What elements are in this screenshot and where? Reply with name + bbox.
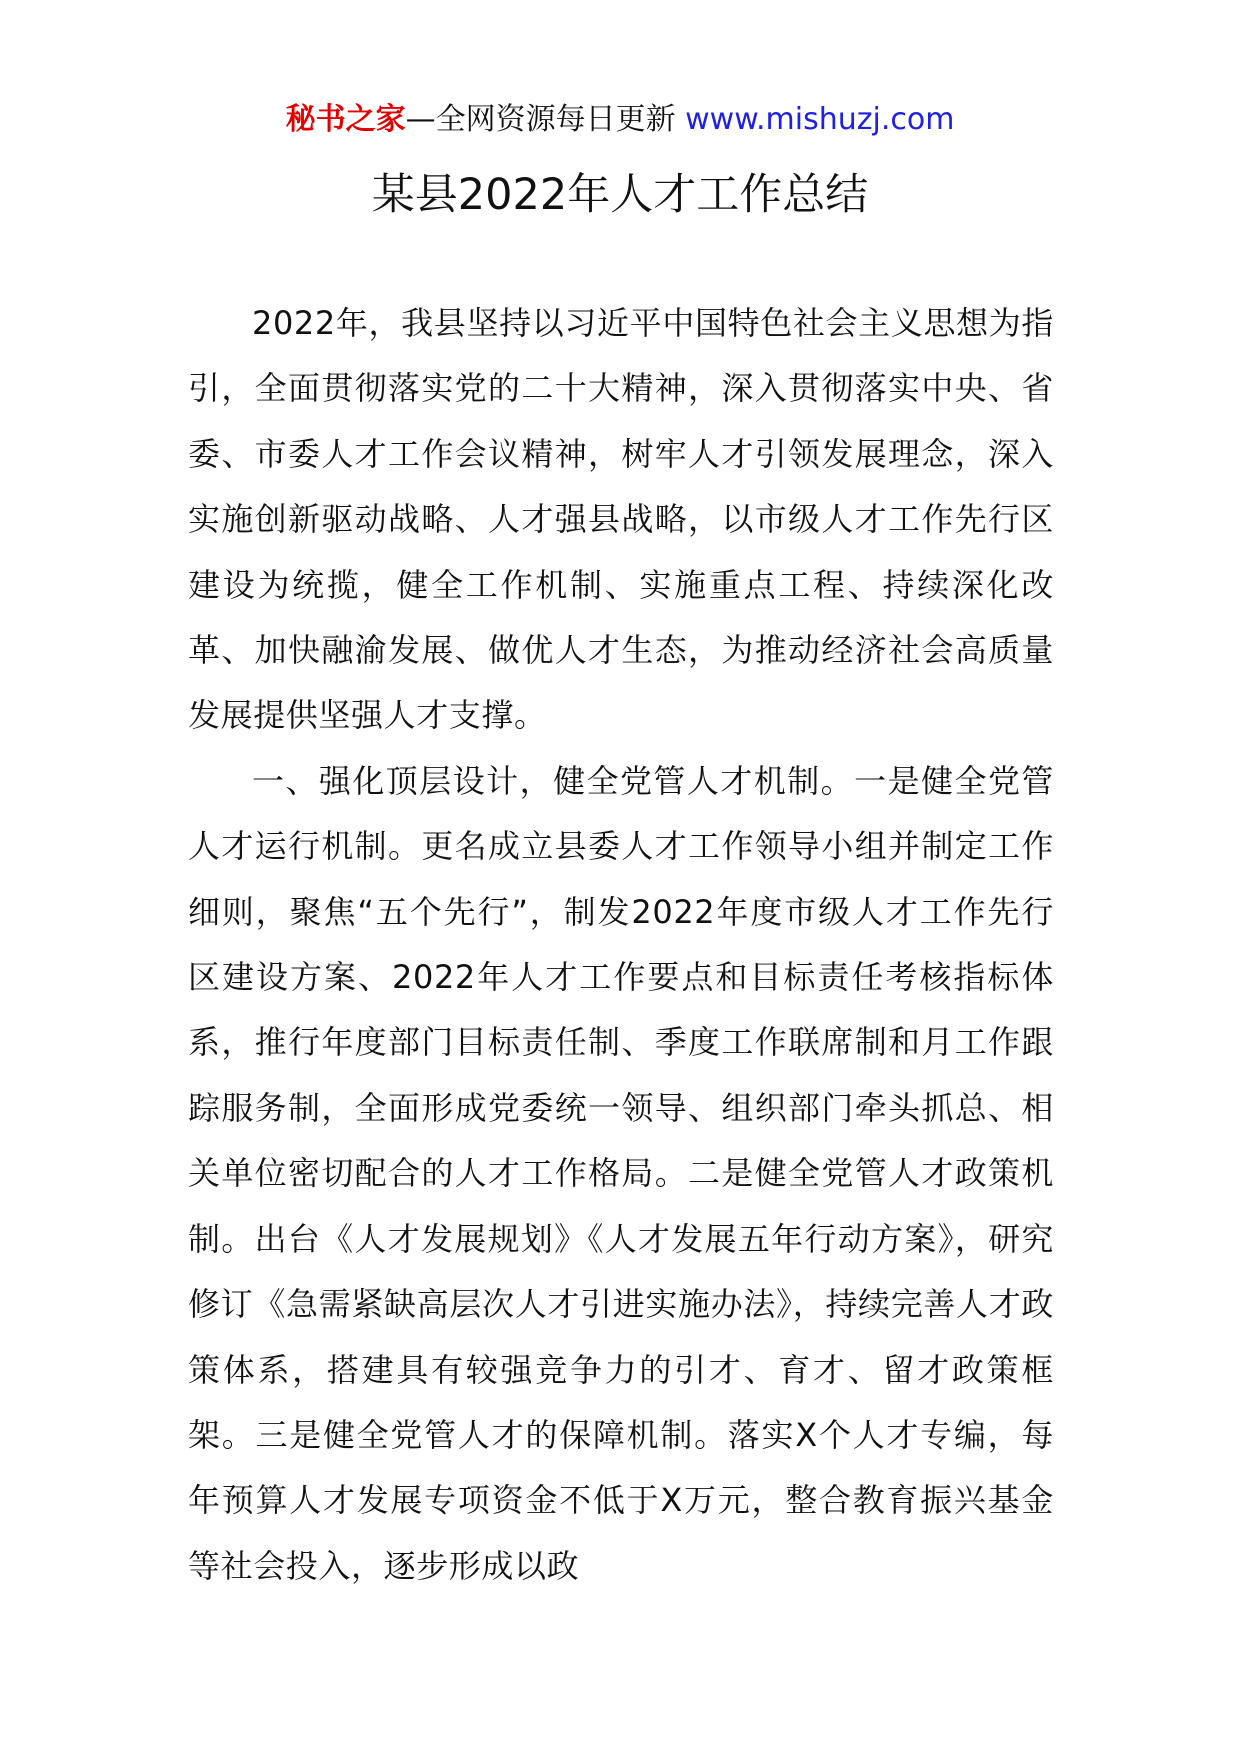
document-title: 某县2022年人才工作总结 [371, 170, 869, 220]
site-url-link[interactable]: www.mishuzj.com [685, 102, 955, 137]
brand-name: 秘书之家 [285, 102, 406, 137]
source-banner [0, 100, 1240, 140]
banner-tagline: —全网资源每日更新 [405, 102, 676, 137]
document-body [188, 291, 1054, 1599]
paragraph-section-1: 一、强化顶层设计，健全党管人才机制。一是健全党管人才运行机制。更名成立县委人才工作领导小组并制定工作细则，聚焦“五个先行”，制发2022年度市级人才工作先行区建设方案、2022年人才工作要点和目标责任考核指标体系，推行年度部门目标责任制、季度工作联席制和月工作跟踪服务制，全面形成党委统一领导、组织部门牵头抓总、相关单位密切配合的人才工作格局。二是健全党管人才政策机制。出台《人才发展规划》《人才发展五年行动方案》，研究修订《急需紧缺高层次人才引进实施办法》，持续完善人才政策体系，搭建具有较强竞争力的引才、育才、留才政策框架。三是健全党管人才的保障机制。落实X个人才专编，每年预算人才发展专项资金不低于X万元，整合教育振兴基金等社会投入，逐步形成以政 [188, 761, 1054, 1585]
paragraph-intro: 2022年，我县坚持以习近平中国特色社会主义思想为指引，全面贯彻落实党的二十大精神，深入贯彻落实中央、省委、市委人才工作会议精神，树牢人才引领发展理念，深入实施创新驱动战略、人才强县战略，以市级人才工作先行区建设为统揽，健全工作机制、实施重点工程、持续深化改革、加快融渝发展、做优人才生态，为推动经济社会高质量发展提供坚强人才支撑。 [188, 304, 1054, 735]
